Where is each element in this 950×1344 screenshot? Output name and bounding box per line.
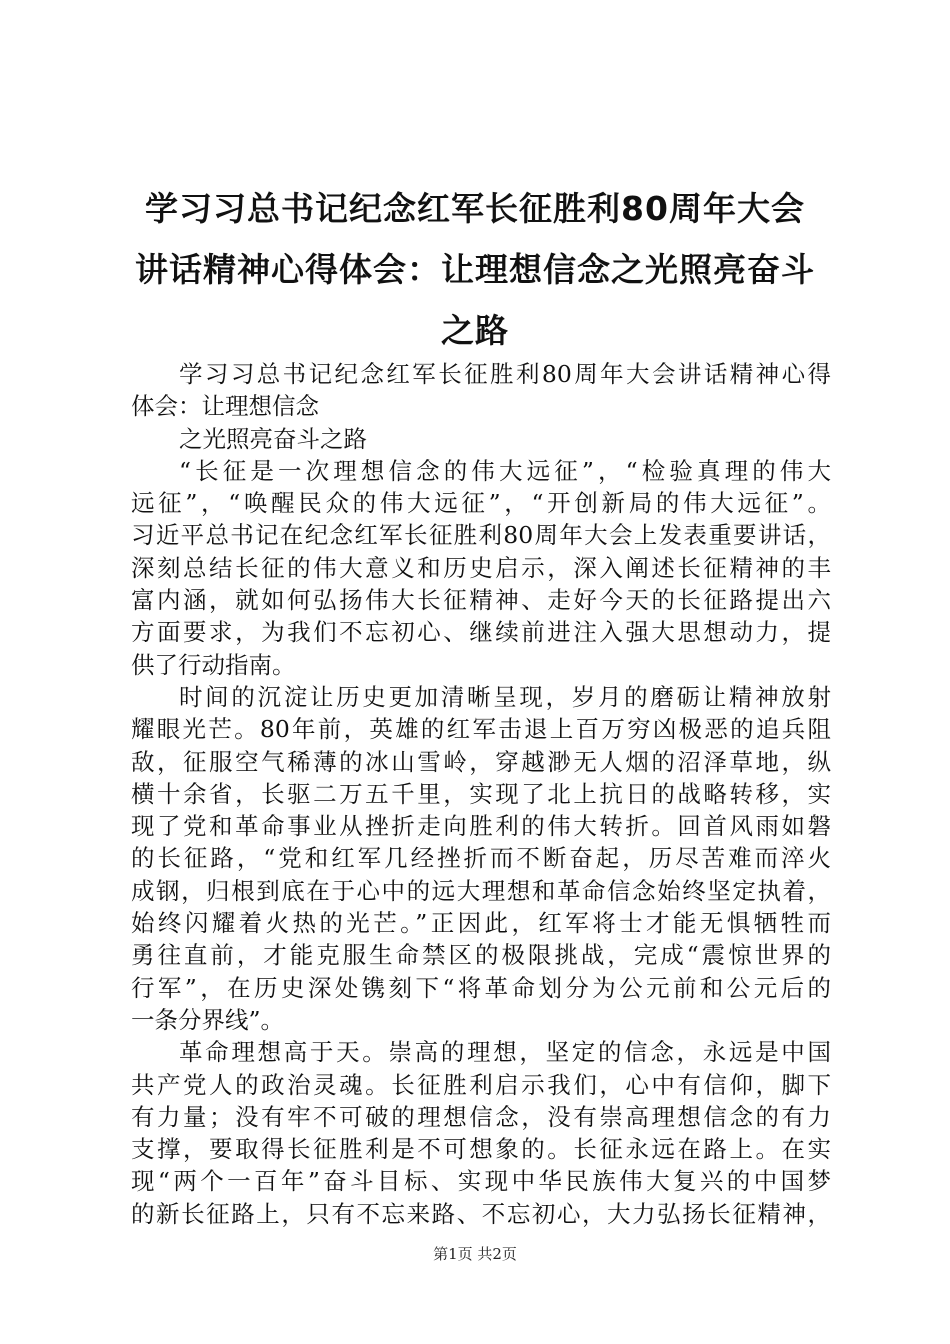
text-line: 体会：让理想信念 [131, 392, 319, 421]
text-line: 富内涵，就如何弘扬伟大长征精神、走好今天的长征路提出六 [131, 586, 831, 615]
text-line: 有力量；没有牢不可破的理想信念，没有崇高理想信念的有力 [131, 1102, 831, 1131]
text-line: 习近平总书记在纪念红军长征胜利80周年大会上发表重要讲话， [131, 521, 831, 550]
text-line: 深刻总结长征的伟大意义和历史启示，深入阐述长征精神的丰 [131, 553, 831, 582]
text-line: 勇往直前，才能克服生命禁区的极限挑战，完成“震惊世界的 [131, 941, 831, 970]
text-line: 耀眼光芒。80年前，英雄的红军击退上百万穷凶极恶的追兵阻 [131, 715, 831, 744]
text-line: 之光照亮奋斗之路 [179, 424, 367, 453]
text-line: 供了行动指南。 [131, 650, 296, 679]
page-number: 第1页 共2页 [433, 1245, 517, 1263]
text-line: 行军”，在历史深处镌刻下“将革命划分为公元前和公元后的 [131, 973, 831, 1002]
text-line: 的长征路，“党和红军几经挫折而不断奋起，历尽苦难而淬火 [131, 844, 831, 873]
text-line: 时间的沉淀让历史更加清晰呈现，岁月的磨砺让精神放射 [179, 682, 831, 711]
text-line: 的新长征路上，只有不忘来路、不忘初心，大力弘扬长征精神， [131, 1199, 831, 1228]
text-line: 成钢，归根到底在于心中的远大理想和革命信念始终坚定执着， [131, 876, 831, 905]
title-line: 之路 [441, 311, 509, 350]
title-line: 学习习总书记纪念红军长征胜利80周年大会 [145, 189, 805, 228]
text-line: “长征是一次理想信念的伟大远征”，“检验真理的伟大 [179, 456, 831, 485]
text-line: 远征”，“唤醒民众的伟大远征”，“开创新局的伟大远征”。 [131, 489, 831, 518]
text-line: 始终闪耀着火热的光芒。”正因此，红军将士才能无惧牺牲而 [131, 909, 831, 938]
page-footer [0, 1244, 950, 1264]
text-line: 横十余省，长驱二万五千里，实现了北上抗日的战略转移，实 [131, 779, 831, 808]
text-line: 现“两个一百年”奋斗目标、实现中华民族伟大复兴的中国梦 [131, 1167, 831, 1196]
text-line: 支撑，要取得长征胜利是不可想象的。长征永远在路上。在实 [131, 1135, 831, 1164]
text-line: 学习习总书记纪念红军长征胜利80周年大会讲话精神心得 [179, 360, 831, 388]
text-line: 现了党和革命事业从挫折走向胜利的伟大转折。回首风雨如磐 [131, 812, 831, 841]
text-line: 共产党人的政治灵魂。长征胜利启示我们，心中有信仰，脚下 [131, 1070, 831, 1099]
document-title [120, 178, 830, 361]
text-line: 一条分界线”。 [131, 1005, 285, 1034]
text-line: 敌，征服空气稀薄的冰山雪岭，穿越渺无人烟的沼泽草地，纵 [131, 747, 831, 776]
document-body [131, 358, 831, 1230]
title-line: 讲话精神心得体会：让理想信念之光照亮奋斗 [135, 250, 815, 289]
text-line: 方面要求，为我们不忘初心、继续前进注入强大思想动力，提 [131, 618, 831, 647]
text-line: 革命理想高于天。崇高的理想，坚定的信念，永远是中国 [179, 1038, 831, 1067]
